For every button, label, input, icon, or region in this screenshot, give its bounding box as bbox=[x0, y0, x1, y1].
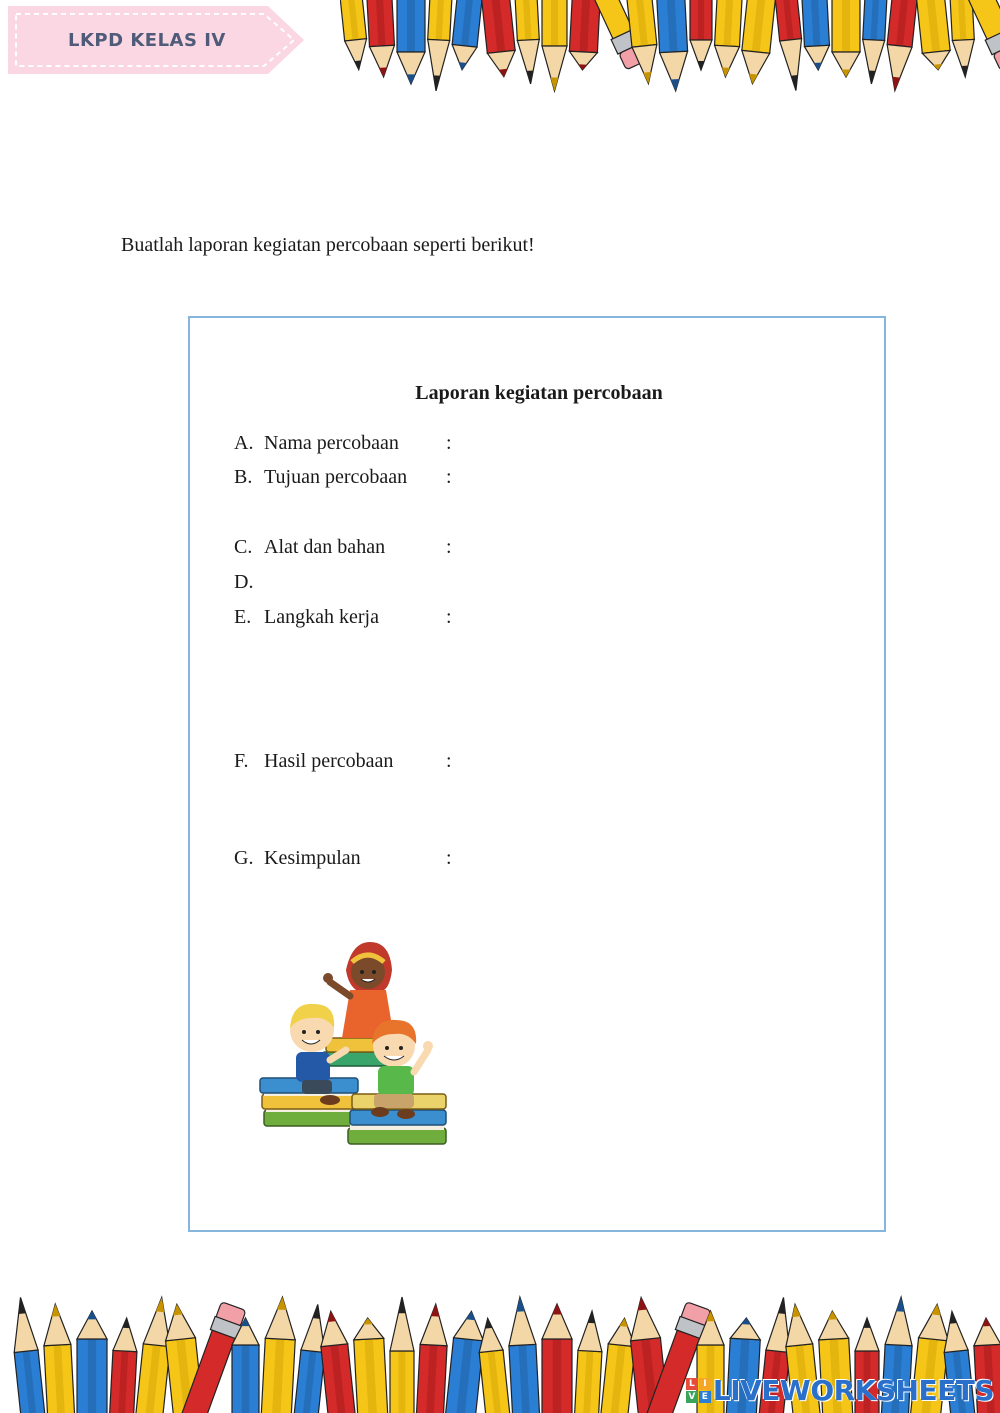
liveworksheets-watermark bbox=[686, 1373, 994, 1407]
pencil-decoration bbox=[774, 0, 806, 92]
pencil-decoration bbox=[367, 0, 397, 78]
pencil-decoration bbox=[626, 0, 661, 85]
pencil-decoration bbox=[832, 0, 860, 77]
pencil-decoration bbox=[261, 1296, 298, 1413]
header-tag bbox=[6, 4, 306, 76]
pencil-decoration bbox=[950, 0, 977, 77]
pencil-decoration bbox=[42, 1303, 75, 1413]
pencil-decoration bbox=[542, 1304, 572, 1413]
pencil-decoration bbox=[317, 1310, 356, 1413]
pencil-decoration bbox=[340, 0, 370, 71]
pencil-decoration bbox=[860, 0, 887, 84]
pencil-decoration bbox=[574, 1310, 604, 1413]
pencil-decoration bbox=[656, 0, 689, 92]
pencil-decoration bbox=[600, 1317, 638, 1413]
pencil-decoration bbox=[568, 0, 600, 71]
pencil-decoration bbox=[481, 0, 518, 78]
kids-on-books-illustration bbox=[256, 940, 452, 1150]
pencil-decoration bbox=[77, 1311, 107, 1413]
top-pencil-border bbox=[340, 0, 1000, 110]
pencil-decoration bbox=[390, 1297, 414, 1413]
report-box: Laporan kegiatan percobaan A. Nama percobaan : B. Tujuan percobaan : C. Alat dan bahan : D. E. Langkah kerja : F. Hasil percobaan : G. Kesimpulan : bbox=[188, 316, 886, 1232]
pencil-decoration bbox=[916, 0, 952, 71]
pencil-decoration bbox=[882, 0, 917, 92]
pencil-decoration bbox=[713, 0, 743, 78]
report-title: Laporan kegiatan percobaan bbox=[415, 382, 663, 404]
pencil-decoration bbox=[397, 0, 425, 84]
pencil-decoration bbox=[425, 0, 452, 91]
pencil-decoration bbox=[542, 0, 567, 91]
pencil-decoration bbox=[506, 1296, 540, 1413]
instruction-text: Buatlah laporan kegiatan percobaan seperti berikut! bbox=[121, 234, 535, 256]
pencil-decoration bbox=[802, 0, 831, 71]
pencil-decoration bbox=[476, 1317, 511, 1413]
liveworksheets-logo-icon: L I V E bbox=[686, 1378, 711, 1403]
watermark-text: LIVEWORKSHEETS bbox=[712, 1373, 994, 1407]
pencil-decoration bbox=[109, 1317, 139, 1413]
worksheet-class-label: LKPD KELAS IV bbox=[68, 30, 226, 51]
pencil-decoration bbox=[450, 0, 483, 71]
pencil-decoration bbox=[416, 1303, 449, 1413]
pencil-decoration bbox=[515, 0, 542, 84]
pencil-decoration bbox=[353, 1317, 389, 1413]
pencil-decoration bbox=[738, 0, 776, 85]
pencil-decoration bbox=[690, 0, 712, 70]
pencil-decoration bbox=[9, 1296, 46, 1413]
